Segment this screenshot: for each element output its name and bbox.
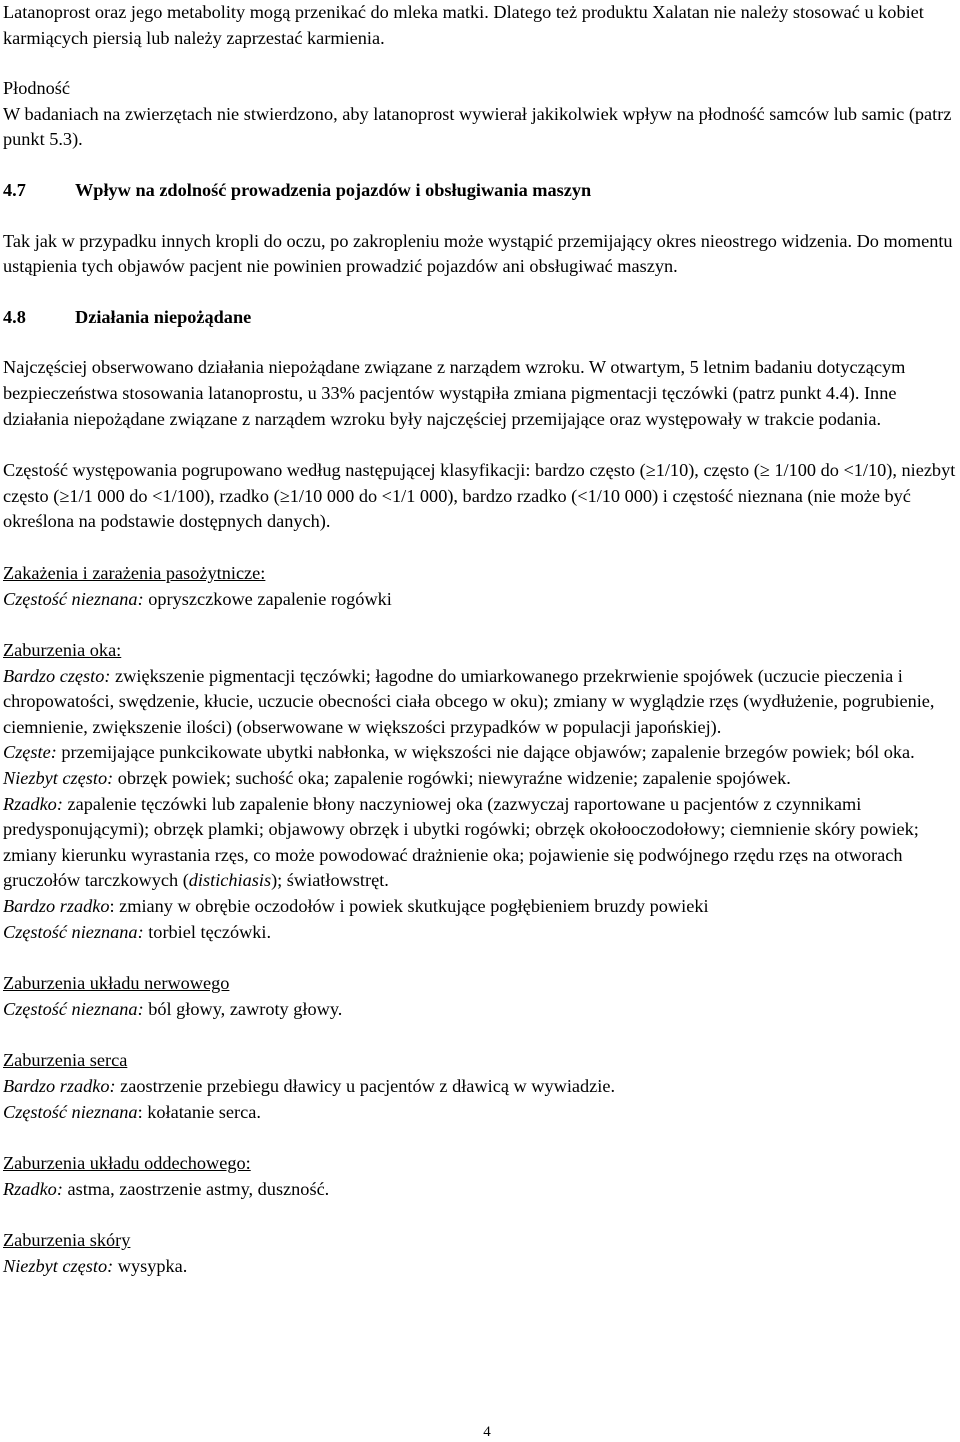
frequency-classification-paragraph: Częstość występowania pogrupowano według następującej klasyfikacji: bardzo często (≥1/10), często (≥ 1/100 do <1/10), niezbyt często (≥1/1 000 do <1/100), rzadko (≥1/10 000 do <1/1 000), bardzo rzadko (<1/10 000) i częstość nieznana (nie może być określona na podstawie dostępnych danych). [3, 460, 956, 532]
section-4-8-paragraph: Najczęściej obserwowano działania niepożądane związane z narządem wzroku. W otwartym, 5 letnim badaniu dotyczącym bezpieczeństwa stosowania latanoprostu, u 33% pacjentów wystąpiła zmiana pigmentacji tęczówki (patrz punkt 4.4). Inne działania niepożądane związane z narządem wzroku były najczęściej przemijające oraz występowały w trakcie podania. [3, 357, 906, 429]
frequency-label: Częstość nieznana: [3, 921, 144, 942]
intro-paragraph: Latanoprost oraz jego metabolity mogą przenikać do mleka matki. Dlatego też produktu Xalatan nie należy stosować u kobiet karmiących piersią lub należy zaprzestać karmienia. [3, 2, 924, 48]
group-entry [3, 766, 960, 792]
entry-text: zaostrzenie przebiegu dławicy u pacjentów z dławicą w wywiadzie. [115, 1076, 616, 1096]
section-4-7-paragraph: Tak jak w przypadku innych kropli do oczu, po zakropleniu może wystąpić przemijający okres nieostrego widzenia. Do momentu ustąpienia tych objawów pacjent nie powinien prowadzić pojazdów ani obsługiwać maszyn. [3, 230, 953, 277]
group-title-cardiac: Zaburzenia serca [3, 1050, 128, 1071]
section-4-7-heading [3, 178, 960, 204]
group-title-eye-disorders: Zaburzenia oka: [3, 640, 122, 661]
entry-text: opryszczkowe zapalenie rogówki [143, 588, 392, 609]
fertility-title: Płodność [3, 78, 71, 99]
group-entry [3, 1100, 960, 1126]
entry-text: : kołatanie serca. [137, 1101, 261, 1122]
frequency-label: Częste: [3, 742, 57, 763]
frequency-label: Częstość nieznana: [3, 588, 144, 609]
group-entry [3, 792, 960, 894]
section-title: Działania niepożądane [75, 306, 252, 327]
entry-text: astma, zaostrzenie astmy, duszność. [62, 1178, 330, 1199]
entry-text: wysypka. [113, 1255, 188, 1276]
group-title-respiratory: Zaburzenia układu oddechowego: [3, 1153, 251, 1174]
entry-text: zapalenie tęczówki lub zapalenie błony naczyniowej oka (zazwyczaj raportowane u pacjentów z czynnikami predysponującymi); obrzęk plamki; objawowy obrzęk i ubytki rogówki; obrzęk okołooczodołowy; ciemnienie skóry powiek; zmiany kierunku wyrastania rzęs, co może powodować drażnienie oka; pojawienie się podwójnego rzędu rzęs na otworach gruczołów tarczkowych ( [3, 793, 919, 891]
spacer [3, 535, 960, 561]
group-entry [3, 894, 960, 920]
document-page [3, 0, 960, 1280]
group-title-nervous-system: Zaburzenia układu nerwowego [3, 973, 230, 994]
group-title-infections: Zakażenia i zarażenia pasożytnicze: [3, 562, 266, 583]
group-title-skin: Zaburzenia skóry [3, 1230, 131, 1251]
entry-text: torbiel tęczówki. [143, 921, 272, 942]
spacer [3, 1202, 960, 1228]
entry-italic-term: distichiasis [188, 870, 272, 891]
group-entry [3, 997, 960, 1023]
group-entry [3, 587, 960, 613]
spacer [3, 330, 960, 355]
frequency-label: Częstość nieznana [3, 1101, 138, 1122]
frequency-label: Niezbyt często: [3, 1255, 114, 1276]
section-4-8-heading [3, 305, 960, 331]
entry-text: : zmiany w obrębie oczodołów i powiek skutkujące pogłębieniem bruzdy powieki [109, 896, 709, 917]
entry-text: obrzęk powiek; suchość oka; zapalenie rogówki; niewyraźne widzenie; zapalenie spojówek. [113, 768, 791, 789]
entry-text-after: ); światłowstręt. [271, 870, 389, 891]
frequency-label: Rzadko: [3, 1178, 63, 1199]
section-title: Wpływ na zdolność prowadzenia pojazdów i obsługiwania maszyn [75, 179, 592, 200]
frequency-label: Niezbyt często: [3, 768, 114, 789]
section-number: 4.7 [3, 179, 26, 200]
entry-text: zwiększenie pigmentacji tęczówki; łagodne do umiarkowanego przekrwienie spojówek (uczucie pieczenia i chropowatości, swędzenie, kłucie, uczucie obecności ciała obcego w oku); zmiany w wyglądzie rzęs (wydłużenie, pogrubienie, ciemnienie, zwiększenie ilości) (obserwowane w większości przypadków w populacji japońskiej). [3, 665, 935, 737]
group-entry [3, 664, 960, 741]
section-number: 4.8 [3, 306, 26, 327]
frequency-label: Rzadko: [3, 793, 63, 814]
spacer [3, 153, 960, 178]
entry-text: przemijające punkcikowate ubytki nabłonka, w większości nie dające objawów; zapalenie brzegów powiek; ból oka. [56, 742, 915, 763]
spacer [3, 612, 960, 638]
frequency-label: Bardzo rzadko: [3, 1076, 116, 1096]
fertility-paragraph: W badaniach na zwierzętach nie stwierdzono, aby latanoprost wywierał jakikolwiek wpływ na płodność samców lub samic (patrz punkt 5.3). [3, 103, 952, 150]
entry-text: ból głowy, zawroty głowy. [143, 998, 343, 1019]
group-entry [3, 1177, 960, 1203]
group-entry [3, 740, 960, 766]
spacer [3, 51, 960, 76]
frequency-label: Bardzo rzadko [3, 896, 110, 917]
spacer [3, 280, 960, 305]
frequency-label: Częstość nieznana: [3, 998, 144, 1019]
group-entry [3, 1254, 960, 1280]
spacer [3, 1125, 960, 1151]
group-entry [3, 1074, 960, 1100]
spacer [3, 1022, 960, 1048]
page-number: 4 [483, 1424, 491, 1440]
spacer [3, 945, 960, 971]
group-entry [3, 920, 960, 946]
spacer [3, 432, 960, 458]
spacer [3, 204, 960, 229]
frequency-label: Bardzo często: [3, 665, 111, 686]
